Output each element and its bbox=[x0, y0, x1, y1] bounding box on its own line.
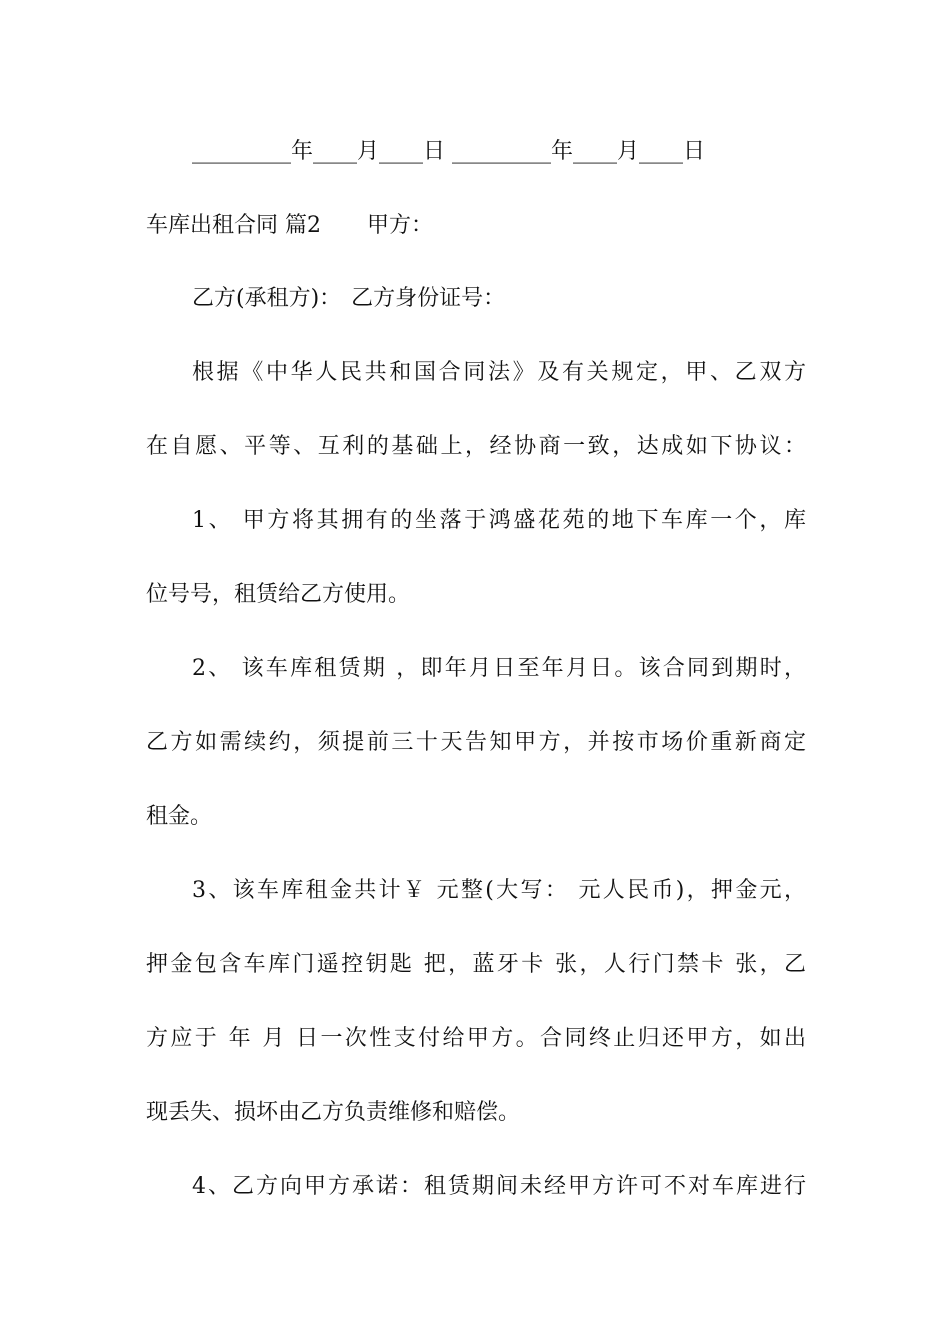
clause2-line-2: 乙方如需续约，须提前三十天告知甲方，并按市场价重新商定 bbox=[146, 730, 806, 755]
party-b-id-label: 乙方身份证号： bbox=[351, 286, 506, 311]
contract-title: 车库出租合同 篇2 bbox=[146, 213, 321, 238]
party-b-label: 乙方(承租方)： bbox=[192, 286, 342, 311]
clause2-line-1: 2、 该车库租赁期 ，即年月日至年月日。该合同到期时， bbox=[192, 656, 806, 681]
clause2-line-3: 租金。 bbox=[146, 804, 213, 829]
party-b-line bbox=[192, 284, 505, 314]
clause1-line-2: 位号号，租赁给乙方使用。 bbox=[146, 582, 411, 607]
clause3-line-1: 3、该车库租金共计￥ 元整(大写： 元人民币)，押金元， bbox=[192, 878, 806, 903]
preamble-line-1: 根据《中华人民共和国合同法》及有关规定，甲、乙双方 bbox=[192, 360, 806, 385]
clause3-line-3: 方应于 年 月 日一次性支付给甲方。合同终止归还甲方，如出 bbox=[146, 1026, 806, 1051]
clause3-line-4: 现丢失、损坏由乙方负责维修和赔偿。 bbox=[146, 1100, 521, 1125]
title-line bbox=[146, 211, 433, 241]
date-line: _________年____月____日 _________年____月____日 bbox=[192, 139, 705, 164]
party-a-label: 甲方： bbox=[367, 213, 434, 238]
preamble-line-2: 在自愿、平等、互利的基础上，经协商一致，达成如下协议： bbox=[146, 434, 806, 459]
clause3-line-2: 押金包含车库门遥控钥匙 把，蓝牙卡 张，人行门禁卡 张，乙 bbox=[146, 952, 806, 977]
clause4-line-1: 4、乙方向甲方承诺：租赁期间未经甲方许可不对车库进行 bbox=[192, 1174, 806, 1199]
clause1-line-1: 1、 甲方将其拥有的坐落于鸿盛花苑的地下车库一个，库 bbox=[192, 508, 806, 533]
